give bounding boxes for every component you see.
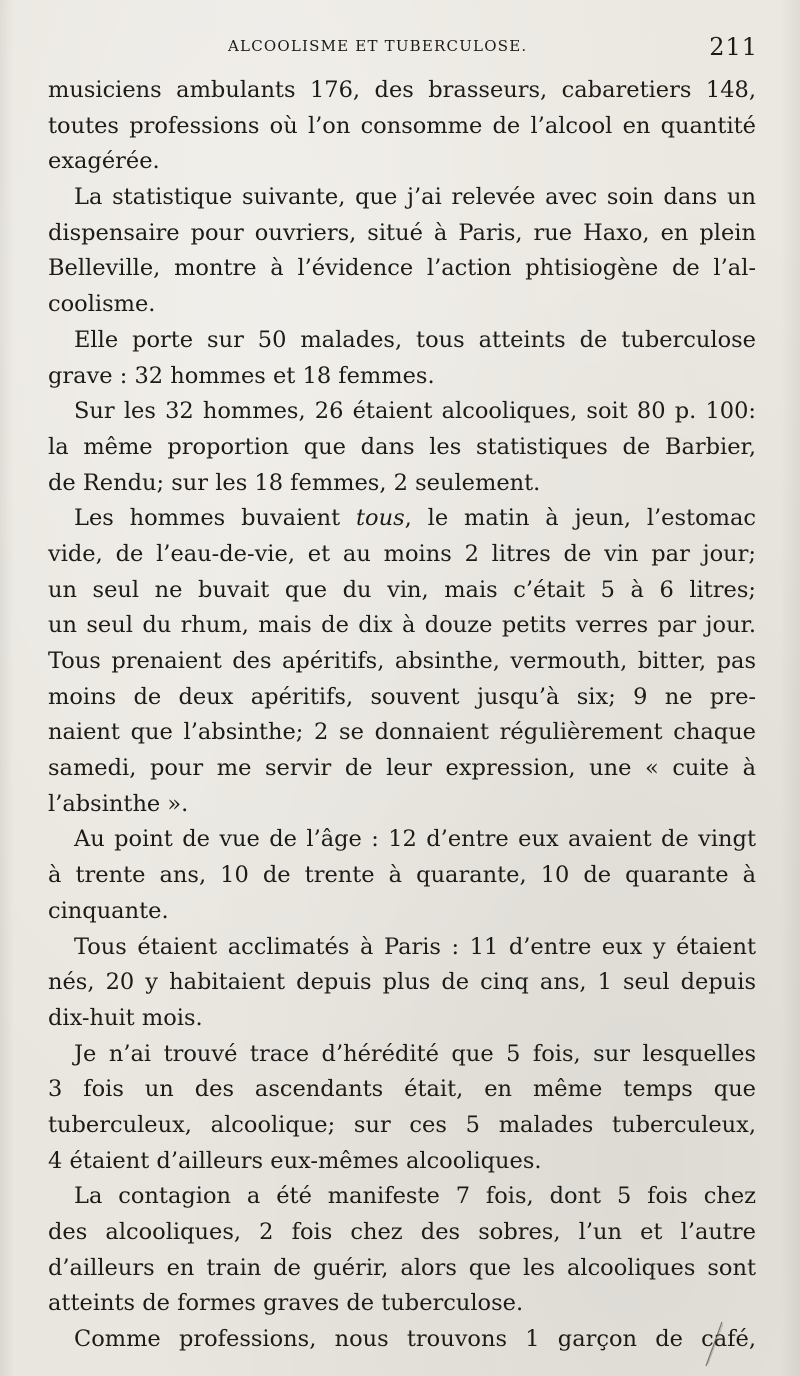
text-line: exagérée. (48, 148, 160, 175)
text-line: atteints de formes graves de tuberculose. (48, 1290, 524, 1317)
text-line: Je n’ai trouvé trace d’hérédité que 5 fois, sur lesquelles (74, 1040, 756, 1067)
text-line: cinquante. (48, 897, 169, 924)
page-number: 211 (709, 33, 758, 61)
text-line: Sur les 32 hommes, 26 étaient alcooliques, soit 80 p. 100: (74, 398, 756, 425)
text-line: Elle porte sur 50 malades, tous atteints de tuberculose (74, 326, 756, 353)
text-line: Belleville, montre à l’évidence l’action phtisiogène de l’al- (48, 255, 756, 282)
text-line: la même proportion que dans les statistiques de Barbier, (48, 433, 756, 460)
text-line: Les hommes buvaient tous, le matin à jeun, l’estomac (74, 505, 756, 532)
text-line: La contagion a été manifeste 7 fois, dont 5 fois chez (74, 1183, 756, 1210)
text-line: tuberculeux, alcoolique; sur ces 5 malades tuberculeux, (48, 1111, 756, 1138)
emphasis: tous (355, 505, 405, 532)
text-line: toutes professions où l’on consomme de l’alcool en quantité (48, 112, 756, 139)
text-line: un seul du rhum, mais de dix à douze petits verres par jour. (48, 612, 756, 639)
pen-mark-icon (700, 1320, 730, 1370)
text-line: l’absinthe ». (48, 790, 189, 817)
text-line: La statistique suivante, que j’ai relevée avec soin dans un (74, 184, 756, 211)
text-line: dix-huit mois. (48, 1004, 203, 1031)
text-line: 3 fois un des ascendants était, en même temps que (48, 1076, 756, 1103)
text-line: d’ailleurs en train de guérir, alors que les alcooliques sont (48, 1254, 756, 1281)
running-head: ALCOOLISME ET TUBERCULOSE. (228, 37, 528, 55)
page-header (48, 33, 758, 63)
text-line: Tous prenaient des apéritifs, absinthe, vermouth, bitter, pas (48, 648, 756, 674)
text-line: moins de deux apéritifs, souvent jusqu’à six; 9 ne pre- (48, 683, 756, 710)
body-text (48, 73, 756, 1358)
text-line: nés, 20 y habitaient depuis plus de cinq ans, 1 seul depuis (48, 969, 756, 996)
text-line: dispensaire pour ouvriers, situé à Paris, rue Haxo, en plein (48, 219, 756, 246)
text-line: un seul ne buvait que du vin, mais c’était 5 à 6 litres; (48, 576, 756, 603)
text-line: naient que l’absinthe; 2 se donnaient régulièrement chaque (48, 719, 756, 746)
text-line: à trente ans, 10 de trente à quarante, 10 de quarante à (48, 862, 756, 889)
text-line: de Rendu; sur les 18 femmes, 2 seulement. (48, 469, 541, 496)
text-line: vide, de l’eau-de-vie, et au moins 2 litres de vin par jour; (48, 540, 756, 567)
text-line: samedi, pour me servir de leur expression, une « cuite à (48, 755, 756, 782)
text-line: coolisme. (48, 291, 156, 318)
text-line: Au point de vue de l’âge : 12 d’entre eux avaient de vingt (74, 826, 756, 853)
text-line: 4 étaient d’ailleurs eux-mêmes alcooliques. (48, 1147, 542, 1174)
text-line: grave : 32 hommes et 18 femmes. (48, 362, 435, 389)
text-line: musiciens ambulants 176, des brasseurs, cabaretiers 148, (48, 77, 756, 103)
text-line: Tous étaient acclimatés à Paris : 11 d’entre eux y étaient (74, 933, 756, 960)
text-line: des alcooliques, 2 fois chez des sobres, l’un et l’autre (48, 1219, 756, 1245)
text-line: Comme professions, nous trouvons 1 garçon de café, (74, 1326, 756, 1353)
